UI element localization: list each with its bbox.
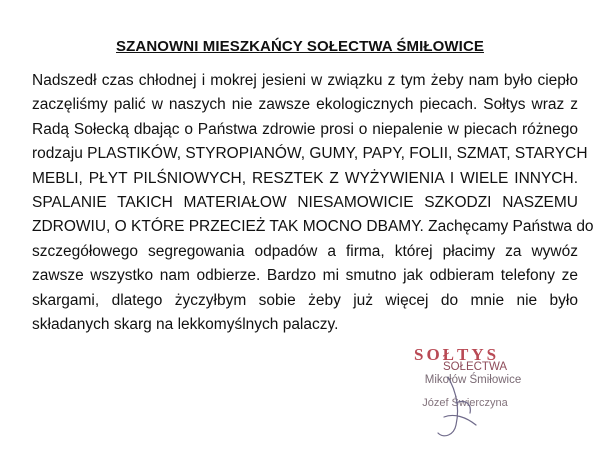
body-line: rodzaju PLASTIKÓW, STYROPIANÓW, GUMY, PAPY, FOLII, SZMAT, STARYCH bbox=[32, 145, 588, 163]
handwritten-signature bbox=[426, 373, 486, 443]
stamp-line-solectwa: SOŁECTWA bbox=[442, 361, 508, 373]
stamp-title: SOŁTYS bbox=[414, 345, 500, 364]
body-line: zawsze wszystko nam odbierze. Bardzo mi smutno jak odbieram telefony ze bbox=[32, 267, 578, 285]
document-body bbox=[32, 69, 594, 337]
body-line: zaczęliśmy palić w naszych nie zawsze ekologicznych piecach. Sołtys wraz z bbox=[32, 96, 578, 114]
body-line: SPALANIE TAKICH MATERIAŁOW NIESAMOWICIE SZKODZI NASZEMU bbox=[32, 194, 578, 212]
stamp-name: Józef Świerczyna bbox=[422, 397, 508, 409]
body-line: Radą Sołecką dbając o Państwa zdrowie prosi o niepalenie w piecach różnego bbox=[32, 120, 578, 138]
body-line: składanych skarg na lekkomyślnych palaczy. bbox=[32, 316, 339, 334]
official-stamp bbox=[396, 343, 546, 443]
body-line: ZDROWIU, O KTÓRE PRZECIEŻ TAK MOCNO DBAMY. Zachęcamy Państwa do bbox=[32, 218, 594, 236]
document-title: SZANOWNI MIESZKAŃCY SOŁECTWA ŚMIŁOWICE bbox=[116, 38, 484, 55]
body-line: MEBLI, PŁYT PILŚNIOWYCH, RESZTEK Z WYŻYWIENIA I WIELE INNYCH. bbox=[32, 169, 578, 187]
stamp-line-location: Mikołów Śmiłowice bbox=[424, 374, 522, 386]
body-line: szczegółowego segregowania odpadów a firma, której płacimy za wywóz bbox=[32, 242, 578, 260]
body-line: skargami, dlatego życzyłbym sobie żeby już więcej do mnie nie było bbox=[32, 291, 578, 309]
body-line: Nadszedł czas chłodnej i mokrej jesieni w związku z tym żeby nam było ciepło bbox=[32, 72, 578, 89]
